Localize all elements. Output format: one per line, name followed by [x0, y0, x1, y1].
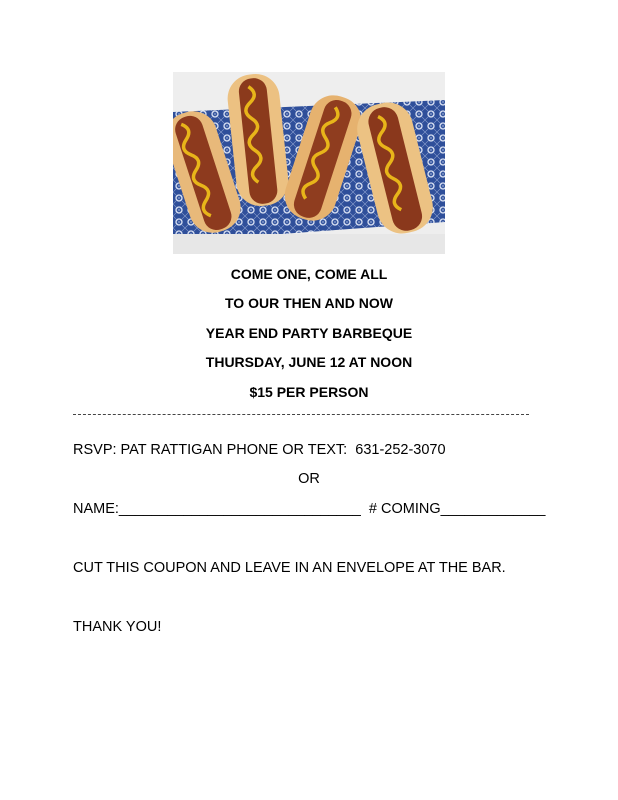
headline-price: $15 PER PERSON [249, 384, 369, 400]
name-coming-form-line: NAME:______________________________ # COMING_____________ [73, 501, 546, 517]
thank-you-text: THANK YOU! [73, 619, 162, 635]
cut-line [73, 414, 529, 415]
rsvp-text: RSVP: PAT RATTIGAN PHONE OR TEXT: 631-252-3070 [73, 442, 446, 458]
headline-party-barbeque: YEAR END PARTY BARBEQUE [205, 325, 413, 341]
headline-then-and-now: TO OUR THEN AND NOW [225, 295, 393, 311]
or-text: OR [298, 471, 320, 487]
hot-dogs-photo [173, 72, 445, 254]
headline-come-one: COME ONE, COME ALL [230, 266, 388, 282]
coupon-instructions: CUT THIS COUPON AND LEAVE IN AN ENVELOPE AT THE BAR. [73, 560, 506, 576]
headline-date: THURSDAY, JUNE 12 AT NOON [205, 354, 413, 370]
